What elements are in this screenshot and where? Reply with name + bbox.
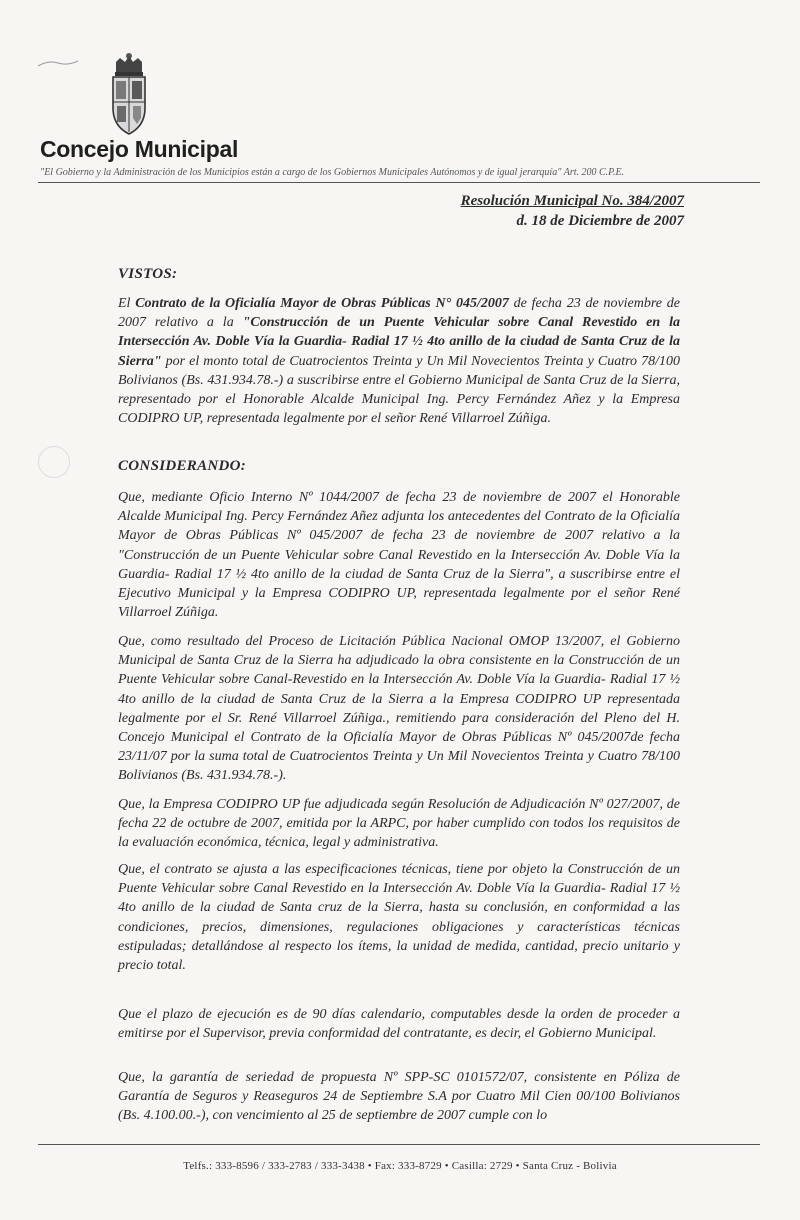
footer-divider bbox=[38, 1144, 760, 1145]
footer-contact: Telfs.: 333-8596 / 333-2783 / 333-3438 • Fax: 333-8729 • Casilla: 2729 • Santa Cruz - Bolivia bbox=[183, 1160, 617, 1172]
considerando-paragraph-5: Que el plazo de ejecución es de 90 días calendario, computables desde la orden de proceder a emitirse por el Supervisor, previa conformidad del contratante, es decir, el Gobierno Municipal. bbox=[118, 1007, 680, 1042]
considerando-paragraph-1: Que, mediante Oficio Interno Nº 1044/2007 de fecha 23 de noviembre de 2007 el Honorable Alcalde Municipal Ing. Percy Fernández Añez adjunta los antecedentes del Contrato de la Oficialía Mayor de Obras Públicas Nº 045/2007 de fecha 23 de noviembre de 2007 relativo a la "Construcción de un Puente Vehicular sobre Canal Revestido en la Intersección Av. Doble Vía la Guardia- Radial 17 ½ 4to anillo de la ciudad de Santa Cruz de la Sierra", a suscribirse entre el Ejecutivo Municipal y la Empresa CODIPRO UP, representada legalmente por el señor René Villarroel Zúñiga. bbox=[118, 490, 680, 621]
vistos-heading: VISTOS: bbox=[118, 266, 178, 282]
considerando-paragraph-3: Que, la Empresa CODIPRO UP fue adjudicada según Resolución de Adjudicación Nº 027/2007, de fecha 22 de octubre de 2007, emitida por la ARPC, por haber cumplido con todos los requisitos de la evaluación económica, técnica, legal y administrativa. bbox=[118, 797, 680, 851]
punch-hole bbox=[38, 446, 70, 478]
header-divider bbox=[38, 182, 760, 183]
resolution-number: Resolución Municipal No. 384/2007 bbox=[460, 193, 684, 209]
considerando-paragraph-2: Que, como resultado del Proceso de Licitación Pública Nacional OMOP 13/2007, el Gobierno Municipal de Santa Cruz de la Sierra ha adjudicado la obra consistente en la Construcción de un Puente Vehicular sobre Canal-Revestido en la Intersección Av. Doble Vía la Guardia- Radial 17 ½ 4to anillo de la ciudad de Santa Cruz de la Sierra a la Empresa CODIPRO UP representada legalmente por el Sr. René Villarroel Zúñiga., remitiendo para consideración del Pleno del H. Concejo Municipal el Contrato de la Oficialía Mayor de Obras Públicas Nº 045/2007de fecha 23/11/07 por la suma total de Cuatrocientos Treinta y Un Mil Novecientos Treinta y Cuatro 78/100 Bolivianos (Bs. 431.934.78.-). bbox=[118, 634, 680, 784]
organization-title: Concejo Municipal bbox=[40, 136, 239, 162]
considerando-paragraph-4: Que, el contrato se ajusta a las especificaciones técnicas, tiene por objeto la Construcción de un Puente Vehicular sobre Canal Revestido en la Intersección Av. Doble Vía la Guardia- Radial 17 ½ 4to anillo de la ciudad de Santa cruz de la Sierra, hasta su conclusión, en conformidad a las condiciones, precios, dimensiones, regulaciones obligaciones y características técnicas estipuladas; detallándose al respecto los ítems, la unidad de medida, cantidad, precio unitario y precio total. bbox=[118, 862, 680, 974]
coat-of-arms-icon bbox=[106, 50, 152, 140]
considerando-heading: CONSIDERANDO: bbox=[118, 458, 247, 474]
scan-smudge bbox=[38, 58, 78, 68]
considerando-paragraph-6: Que, la garantía de seriedad de propuesta Nº SPP-SC 0101572/07, consistente en Póliza de Garantía de Seguros y Reaseguros 24 de Septiembre S.A por Cuatro Mil Cien 00/100 Bolivianos (Bs. 4.100.00.-), con vencimiento al 25 de septiembre de 2007 cumple con lo bbox=[118, 1070, 680, 1124]
resolution-date: d. 18 de Diciembre de 2007 bbox=[516, 213, 684, 229]
header-motto: "El Gobierno y la Administración de los Municipios están a cargo de los Gobiernos Municipales Autónomos y de igual jerarquía" Art. 200 C.P.E. bbox=[40, 167, 625, 178]
vistos-paragraph: El Contrato de la Oficialía Mayor de Obras Públicas N° 045/2007 de fecha 23 de noviembre de 2007 relativo a la "Construcción de un Puente Vehicular sobre Canal Revestido en la Intersección Av. Doble Vía la Guardia- Radial 17 ½ 4to anillo de la ciudad de Santa Cruz de la Sierra" por el monto total de Cuatrocientos Treinta y Un Mil Novecientos Treinta y Cuatro 78/100 Bolivianos (Bs. 431.934.78.-) a suscribirse entre el Gobierno Municipal de Santa Cruz de la Sierra, representado por el Honorable Alcalde Municipal Ing. Percy Fernández Añez y la Empresa CODIPRO UP, representada legalmente por el señor René Villarroel Zúñiga. bbox=[118, 296, 680, 427]
